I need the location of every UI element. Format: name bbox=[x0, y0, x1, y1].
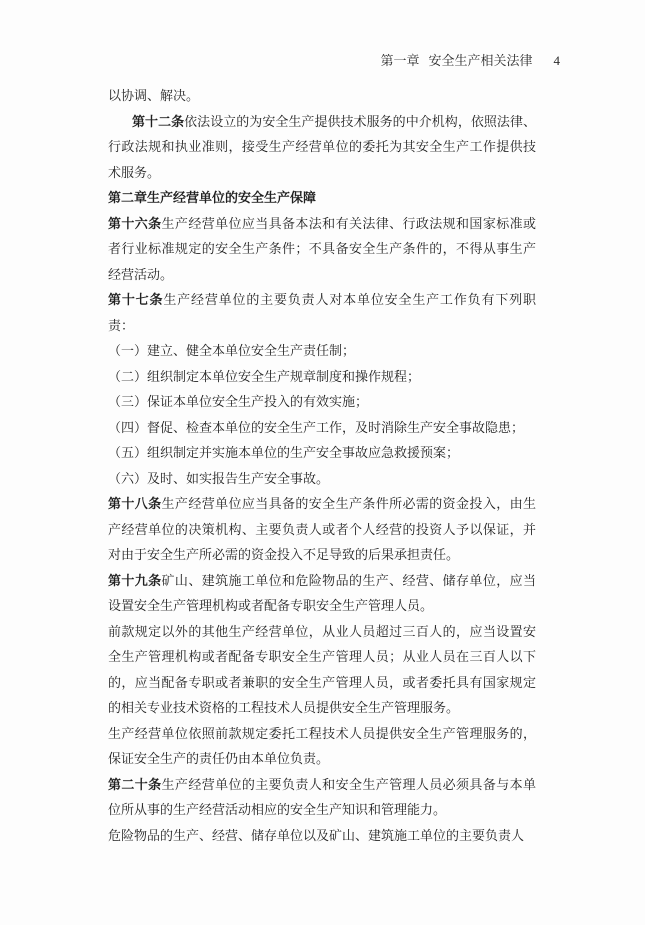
paragraph: （五）组织制定并实施本单位的生产安全事故应急救援预案； bbox=[108, 445, 460, 460]
paragraph: （四）督促、检查本单位的安全生产工作，及时消除生产安全事故隐患； bbox=[108, 419, 525, 435]
document-body bbox=[108, 83, 536, 848]
article-number: 第十九条 bbox=[108, 572, 162, 588]
paragraph: 危险物品的生产、经营、储存单位以及矿山、建筑施工单位的主要负责人 bbox=[108, 827, 525, 843]
article-number: 第二十条 bbox=[108, 776, 162, 792]
running-header bbox=[0, 51, 560, 70]
article-number: 第十八条 bbox=[108, 496, 162, 511]
article-number: 第十七条 bbox=[108, 292, 164, 307]
paragraph: 生产经营单位依照前款规定委托工程技术人员提供安全生产管理服务的，保证安全生产的责任仍由本单位负责。 bbox=[108, 725, 536, 766]
paragraph: 以协调、解决。 bbox=[108, 88, 200, 103]
paragraph: 第十九条矿山、建筑施工单位和危险物品的生产、经营、储存单位，应当设置安全生产管理机构或者配备专职安全生产管理人员。 bbox=[108, 572, 536, 613]
paragraph: （六）及时、如实报告生产安全事故。 bbox=[108, 470, 330, 486]
section-heading: 第二章生产经营单位的安全生产保障 bbox=[108, 190, 317, 205]
paragraph: 第十二条依法设立的为安全生产提供技术服务的中介机构，依照法律、行政法规和执业准则，接受生产经营单位的委托为其安全生产工作提供技术服务。 bbox=[108, 113, 536, 180]
header-chapter-label: 第一章 bbox=[380, 53, 420, 68]
paragraph: （三）保证本单位安全生产投入的有效实施； bbox=[108, 394, 369, 409]
paragraph: 第十八条生产经营单位应当具备的安全生产条件所必需的资金投入，由生产经营单位的决策机构、主要负责人或者个人经营的投资人予以保证，并对由于安全生产所必需的资金投入不足导致的后果承担责任。 bbox=[108, 496, 536, 562]
paragraph: 第十六条生产经营单位应当具备本法和有关法律、行政法规和国家标准或者行业标准规定的安全生产条件；不具备安全生产条件的，不得从事生产经营活动。 bbox=[108, 215, 536, 282]
paragraph: 前款规定以外的其他生产经营单位，从业人员超过三百人的，应当设置安全生产管理机构或者配备专职安全生产管理人员；从业人员在三百人以下的，应当配备专职或者兼职的安全生产管理人员，或者委托具有国家规定的相关专业技术资格的工程技术人员提供安全生产管理服务。 bbox=[108, 623, 536, 715]
paragraph: （二）组织制定本单位安全生产规章制度和操作规程； bbox=[108, 368, 421, 384]
article-number: 第十六条 bbox=[108, 215, 162, 231]
article-number: 第十二条 bbox=[132, 113, 185, 129]
paragraph: （一）建立、健全本单位安全生产责任制； bbox=[108, 343, 356, 358]
paragraph: 第二十条生产经营单位的主要负责人和安全生产管理人员必须具备与本单位所从事的生产经营活动相应的安全生产知识和管理能力。 bbox=[108, 776, 536, 817]
page-number: 4 bbox=[553, 53, 560, 68]
header-section-title: 安全生产相关法律 bbox=[428, 53, 533, 68]
paragraph: 第十七条生产经营单位的主要负责人对本单位安全生产工作负有下列职责： bbox=[108, 292, 536, 333]
